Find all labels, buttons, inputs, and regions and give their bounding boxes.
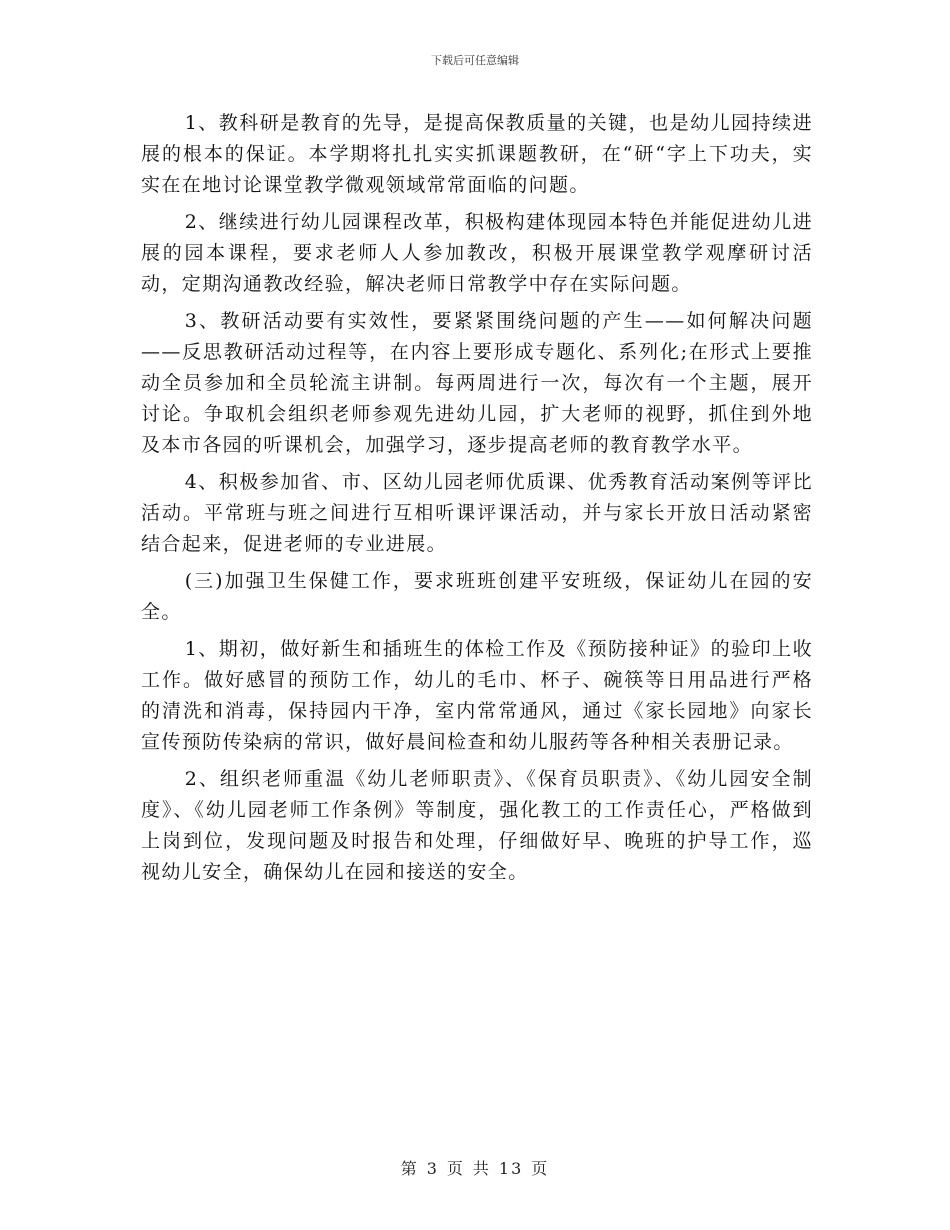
paragraph-curriculum-reform: 2、继续进行幼儿园课程改革，积极构建体现园本特色并能促进幼儿进展的园本课程，要求老师人人参加教改，积极开展课堂教学观摩研讨活动，定期沟通教改经验，解决老师日常教学中存在实际问题。 <box>141 211 813 295</box>
section-heading-health-care: (三)加强卫生保健工作，要求班班创建平安班级，保证幼儿在园的安全。 <box>141 570 813 623</box>
paragraph-safety-duties: 2、组织老师重温《幼儿老师职责》、《保育员职责》、《幼儿园安全制度》、《幼儿园老师工作条例》等制度，强化教工的工作责任心，严格做到上岗到位，发现问题及时报告和处理，仔细做好早、晚班的护导工作，巡视幼儿安全，确保幼儿在园和接送的安全。 <box>141 768 813 883</box>
footer-page-label: 页 <box>446 1159 465 1178</box>
total-page-count: 13 <box>498 1159 524 1178</box>
document-body <box>141 108 813 894</box>
paragraph-competitions: 4、积极参加省、市、区幼儿园老师优质课、优秀教育活动案例等评比活动。平常班与班之间进行互相听课评课活动，并与家长开放日活动紧密结合起来，促进老师的专业进展。 <box>141 471 813 555</box>
paragraph-research-guide: 1、教科研是教育的先导，是提高保教质量的关键，也是幼儿园持续进展的根本的保证。本学期将扎扎实实抓课题教研，在“研“字上下功夫，实实在在地讨论课堂教学微观领域常常面临的问题。 <box>141 112 813 196</box>
header-note: 下载后可任意编辑 <box>431 54 519 67</box>
footer-suffix: 页 <box>531 1159 550 1178</box>
current-page-number: 3 <box>426 1159 439 1178</box>
footer-total-label: 共 <box>472 1159 491 1178</box>
paragraph-teaching-research: 3、教研活动要有实效性，要紧紧围绕问题的产生——如何解决问题——反思教研活动过程等，在内容上要形成专题化、系列化;在形式上要推动全员参加和全员轮流主讲制。每两周进行一次，每次有一个主题，展开讨论。争取机会组织老师参观先进幼儿园，扩大老师的视野，抓住到外地及本市各园的听课机会，加强学习，逐步提高老师的教育教学水平。 <box>141 310 813 456</box>
page-number-footer <box>0 1156 950 1179</box>
paragraph-health-checks: 1、期初，做好新生和插班生的体检工作及《预防接种证》的验印上收工作。做好感冒的预防工作，幼儿的毛巾、杯子、碗筷等日用品进行严格的清洗和消毒，保持园内干净，室内常常通风，通过《家长园地》向家长宣传预防传染病的常识，做好晨间检查和幼儿服药等各种相关表册记录。 <box>141 638 813 753</box>
footer-prefix: 第 <box>400 1159 419 1178</box>
